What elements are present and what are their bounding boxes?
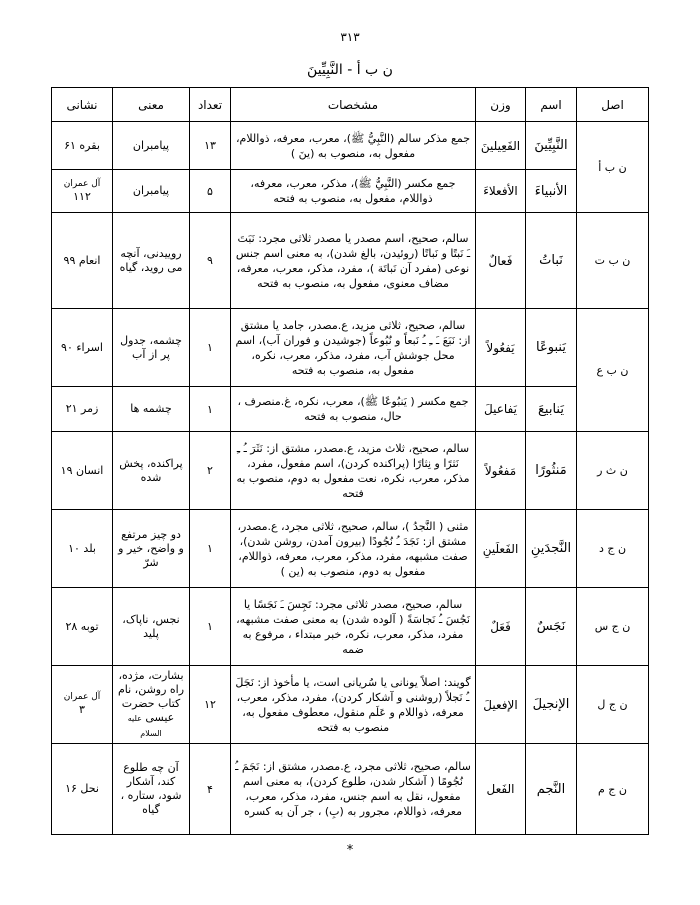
pattern-cell: الفَعلَينِ: [476, 510, 526, 588]
description-cell: جمع مكسر (النَّبِيُّ ﷺ)، مذكر، معرب، معرفه، ذواللام، مفعول به، منصوب به فتحه: [231, 170, 476, 213]
root-cell: ن ج م: [577, 744, 649, 835]
description-cell: گويند: اصلاً يونانى يا سُريانى است، يا مأخوذ از: نَجَلَ ـُ نَجلاً (روشنى و آشكار كردن)، مفرد، مذكر، معرب، معرفه، ذواللام و عَلَم منقول، معطوف مفعول به، منصوب به فتحه: [231, 666, 476, 744]
word-cell: النَّجم: [526, 744, 577, 835]
reference-cell: بلد ۱۰: [52, 510, 113, 588]
reference-cell: زمر ۲۱: [52, 387, 113, 432]
page-title: ن ب أ - النَّبِيِّينَ: [307, 62, 393, 78]
word-cell: مَنثُورًا: [526, 432, 577, 510]
description-cell: مثنى ( النَّجدُ )، سالم، صحيح، ثلاثى مجرد، ع.مصدر، مشتق از: نَجَدَ ـُ نُجُودًا (بيرون آمدن، روشن شدن)، صفت مشبهه، مفرد، مذكر، معرب، معرفه، ذواللام، مفعول به دوم، منصوب به (ين ): [231, 510, 476, 588]
header-reference: نشانی: [52, 88, 113, 122]
word-cell: يَنبوعًا: [526, 309, 577, 387]
description-cell: سالم، صحيح، ثلاثى مجرد، ع.مصدر، مشتق از: نَجَمَ ـُ نُجُومًا ( آشكار شدن، طلوع كردن)، به معنى اسم مفعول، نقل به اسم جنس، مفرد، مذكر، معرب، معرفه، ذواللام، مجرور به (بِ) ، جر آن به كسره: [231, 744, 476, 835]
pattern-cell: فَعالٌ: [476, 213, 526, 309]
root-cell: ن ج د: [577, 510, 649, 588]
reference-cell: انعام ۹۹: [52, 213, 113, 309]
header-ism: اسم: [526, 88, 577, 122]
header-meaning: معنی: [113, 88, 190, 122]
pattern-cell: الإفعيلَ: [476, 666, 526, 744]
table-row: [52, 744, 649, 835]
table-row: [52, 666, 649, 744]
reference-cell: [52, 170, 113, 213]
description-cell: جمع مذكر سالم (النَّبِيُّ ﷺ)، معرب، معرفه، ذواللام، مفعول به، منصوب به (ينَ ): [231, 122, 476, 170]
count-cell: ۹: [190, 213, 231, 309]
table-row: [52, 387, 649, 432]
meaning-cell: آن چه طلوع کند، آشکار شود، ستاره ، گیاه: [113, 744, 190, 835]
word-cell: النَّبِيِّينَ: [526, 122, 577, 170]
pattern-cell: يَفعُولاً: [476, 309, 526, 387]
pattern-cell: الفَعل: [476, 744, 526, 835]
description-cell: سالم، صحيح، مصدر ثلاثى مجرد: نَجِسَ ـَ نَجَسًا يا نَجُسَ ـُ نَجاسَةً ( آلوده شدن) به معنى صفت مشبهه، مفرد، مذكر، معرب، نكره، خبر مبتداء ، مرفوع به ضمه: [231, 588, 476, 666]
meaning-cell: چشمه ها: [113, 387, 190, 432]
count-cell: ۱۳: [190, 122, 231, 170]
pattern-cell: يَفاعيلَ: [476, 387, 526, 432]
word-cell: نَباتُ: [526, 213, 577, 309]
root-cell: ن ج ل: [577, 666, 649, 744]
table-row: [52, 588, 649, 666]
description-cell: سالم، صحيح، ثلاثى مزيد، ع.مصدر، جامد يا مشتق از: نَبَعَ ـَ ـِ ـُ نَبعاً و نُبُوعاً (جوشيدن و فوران آب)، اسم محل جوشش آب، مفرد، مذكر، معرب، نكره، مفعول به، منصوب به فتحه: [231, 309, 476, 387]
word-cell: الإنجيلَ: [526, 666, 577, 744]
pattern-cell: فَعَلٌ: [476, 588, 526, 666]
root-cell: ن ب ع: [577, 309, 649, 432]
count-cell: ۴: [190, 744, 231, 835]
table-row: [52, 309, 649, 387]
meaning-cell: پیامبران: [113, 122, 190, 170]
count-cell: ۱۲: [190, 666, 231, 744]
table-row: [52, 432, 649, 510]
reference-verse: ۱۱۲: [73, 189, 91, 203]
meaning-cell: پیامبران: [113, 170, 190, 213]
pattern-cell: الفَعِيلينَ: [476, 122, 526, 170]
count-cell: ۱: [190, 387, 231, 432]
meaning-cell: دو چیز مرتفع و واضح، خیر و شرّ: [113, 510, 190, 588]
reference-cell: [52, 666, 113, 744]
description-cell: جمع مكسر ( يَنبُوعًا ﷺ)، معرب، نكره، غ.منصرف ، حال، منصوب به فتحه: [231, 387, 476, 432]
meaning-cell: روییدنی، آنچه می روید، گیاه: [113, 213, 190, 309]
table-row: [52, 122, 649, 170]
root-cell: ن ب أ: [577, 122, 649, 213]
count-cell: ۱: [190, 510, 231, 588]
meaning-cell: چشمه، جدول پر از آب: [113, 309, 190, 387]
root-cell: ن ج س: [577, 588, 649, 666]
reference-cell: نحل ۱۶: [52, 744, 113, 835]
header-count: تعداد: [190, 88, 231, 122]
count-cell: ۱: [190, 309, 231, 387]
reference-cell: اسراء ۹۰: [52, 309, 113, 387]
description-cell: سالم، صحيح، ثلاث مزيد، ع.مصدر، مشتق از: نَثَرَ ـُ ـِ نَثرًا و نِثارًا (پراكنده كردن)، اسم مفعول، مفرد، مذكر، معرب، نكره، نعت مفعول به دوم، منصوب به فتحه: [231, 432, 476, 510]
meaning-note: علیه السلام: [127, 713, 162, 738]
count-cell: ۵: [190, 170, 231, 213]
word-cell: النَّجدَينِ: [526, 510, 577, 588]
header-asl: اصل: [577, 88, 649, 122]
root-cell: ن ث ر: [577, 432, 649, 510]
count-cell: ۱: [190, 588, 231, 666]
reference-surah: آل عمران: [63, 178, 101, 189]
table-header-row: [52, 88, 649, 122]
word-cell: الأنبياءَ: [526, 170, 577, 213]
reference-cell: بقره ۶۱: [52, 122, 113, 170]
table-row: [52, 213, 649, 309]
reference-verse: ۳: [79, 703, 85, 716]
reference-cell: توبه ۲۸: [52, 588, 113, 666]
table-row: [52, 510, 649, 588]
pattern-cell: مَفعُولاً: [476, 432, 526, 510]
header-specs: مشخصات: [231, 88, 476, 122]
word-cell: نَجَسٌ: [526, 588, 577, 666]
footer-mark: *: [346, 843, 354, 858]
meaning-cell: [113, 666, 190, 744]
header-wazn: وزن: [476, 88, 526, 122]
meaning-cell: پراکنده، پخش شده: [113, 432, 190, 510]
description-cell: سالم، صحيح، اسم مصدر يا مصدر ثلاثى مجرد: نَبَتَ ـَ نَبتًا و نَباتًا (روئيدن، بالغ شدن)، به معنى اسم جنس نوعى (مفرد آن نَباتَة )، مفرد، مذكر، معرب، معرفه، مضاف معنوى، مفعول به، منصوب به فتحه: [231, 213, 476, 309]
meaning-cell: نجس، ناپاک، پلید: [113, 588, 190, 666]
reference-surah: آل عمران: [63, 692, 101, 702]
dictionary-table: [51, 87, 649, 835]
table-row: [52, 170, 649, 213]
root-cell: ن ب ت: [577, 213, 649, 309]
page-number: ۳۱۳: [340, 30, 360, 44]
word-cell: يَنابيعَ: [526, 387, 577, 432]
reference-cell: انسان ۱۹: [52, 432, 113, 510]
meaning-text: بشارت، مژده، راه روشن، نام کتاب حضرت عیسی: [117, 668, 185, 724]
count-cell: ۲: [190, 432, 231, 510]
pattern-cell: الأفعلاءَ: [476, 170, 526, 213]
